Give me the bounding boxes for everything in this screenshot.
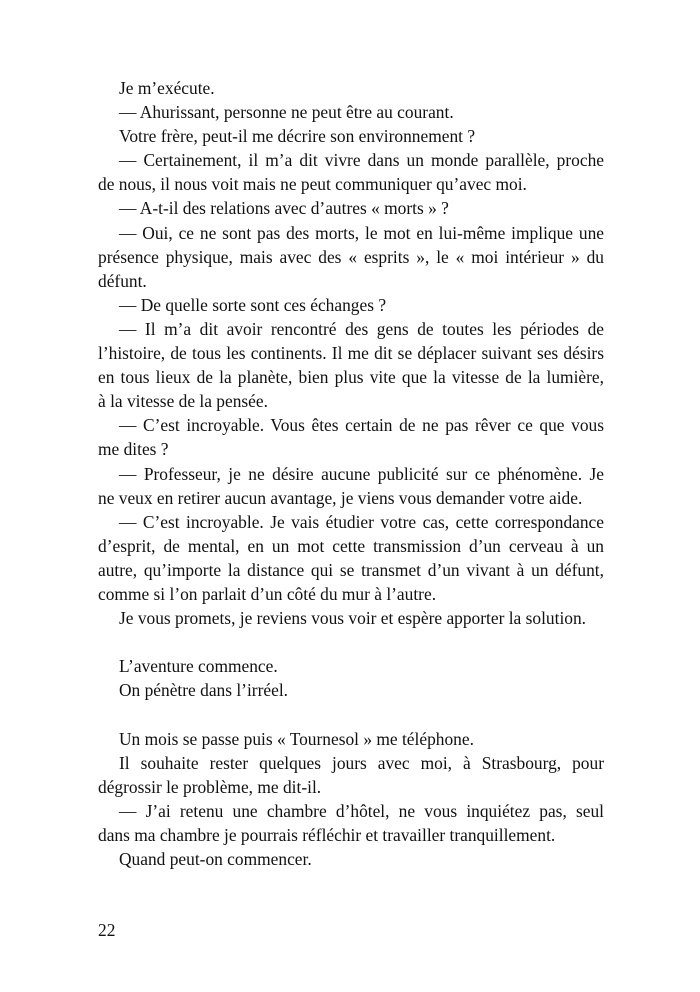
text-line: Je m’exécute. (119, 78, 215, 98)
text-line: dégrossir le problème, me dit-il. (98, 776, 322, 797)
text-line: — Professeur, je ne désire aucune publicité sur ce phénomène. Je (119, 463, 604, 484)
paragraph-gap (98, 630, 604, 654)
text-line: — Il m’a dit avoir rencontré des gens de toutes les périodes de (119, 318, 604, 339)
text-line: comme si l’on parlait d’un côté du mur à l’autre. (98, 583, 437, 604)
text-line: — Oui, ce ne sont pas des morts, le mot en lui-même implique une (119, 222, 604, 243)
text-line: Je vous promets, je reviens vous voir et espère apporter la solution. (119, 608, 587, 629)
text-line: ne veux en retirer aucun avantage, je viens vous demander votre aide. (98, 487, 583, 508)
text-line: — De quelle sorte sont ces échanges ? (119, 294, 387, 315)
text-line: de nous, il nous voit mais ne peut communiquer qu’avec moi. (98, 174, 527, 195)
text-line: Il souhaite rester quelques jours avec moi, à Strasbourg, pour (119, 752, 604, 773)
text-line: défunt. (98, 270, 147, 291)
text-line: autre, qu’importe la distance qui se transmet d’un vivant à un défunt, (98, 559, 604, 580)
text-line: — C’est incroyable. Je vais étudier votre cas, cette correspondance (119, 511, 604, 532)
text-line: à la vitesse de la pensée. (98, 391, 268, 412)
text-line: — Ahurissant, personne ne peut être au courant. (119, 102, 454, 123)
text-line: On pénètre dans l’irréel. (119, 680, 288, 701)
text-line: — J’ai retenu une chambre d’hôtel, ne vous inquiétez pas, seul (119, 800, 604, 821)
page-number: 22 (98, 920, 116, 940)
text-line: Votre frère, peut-il me décrire son environnement ? (119, 126, 476, 147)
text-line: l’histoire, de tous les continents. Il me dit se déplacer suivant ses désirs (98, 343, 604, 364)
text-line: — Certainement, il m’a dit vivre dans un monde parallèle, proche (119, 150, 604, 171)
text-line: me dites ? (98, 439, 169, 460)
paragraph-gap (98, 702, 604, 726)
text-line: présence physique, mais avec des « esprits », le « moi intérieur » du (98, 246, 604, 267)
text-line: — A-t-il des relations avec d’autres « morts » ? (119, 198, 449, 219)
text-line: L’aventure commence. (119, 656, 278, 677)
text-line: Quand peut-on commencer. (119, 849, 312, 869)
text-line: en tous lieux de la planète, bien plus vite que la vitesse de la lumière, (98, 367, 604, 388)
text-line: — C’est incroyable. Vous êtes certain de ne pas rêver ce que vous (119, 415, 604, 436)
text-line: dans ma chambre je pourrais réfléchir et travailler tranquillement. (98, 824, 556, 845)
page-body (98, 76, 604, 871)
text-line: d’esprit, de mental, en un mot cette transmission d’un cerveau à un (98, 535, 604, 556)
text-line: Un mois se passe puis « Tournesol » me téléphone. (119, 728, 474, 749)
